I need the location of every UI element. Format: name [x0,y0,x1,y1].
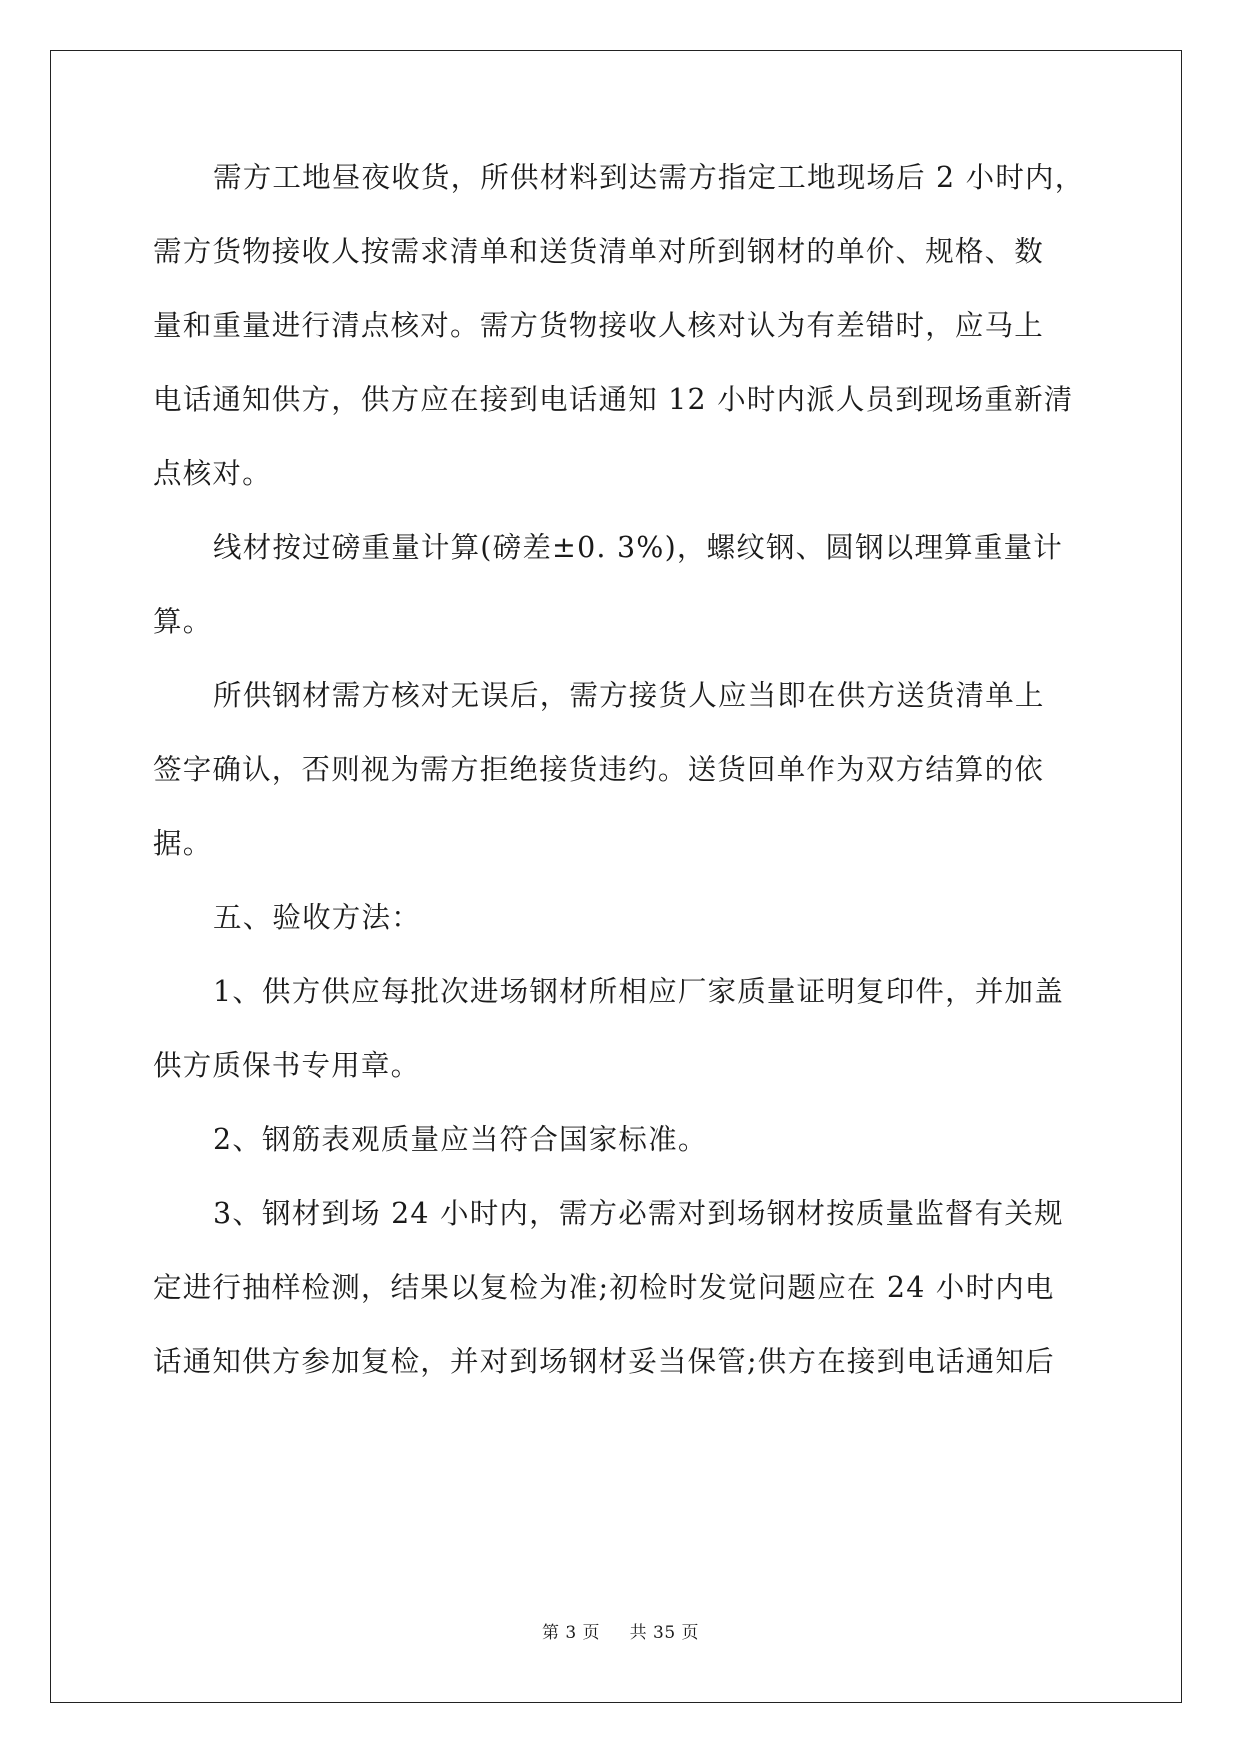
paragraph-line: 需方货物接收人按需求清单和送货清单对所到钢材的单价、规格、数 [153,235,1045,268]
paragraph-line: 1、供方供应每批次进场钢材所相应厂家质量证明复印件，并加盖 [213,975,1064,1008]
paragraph-line: 供方质保书专用章。 [153,1049,421,1082]
paragraph-line: 签字确认，否则视为需方拒绝接货违约。送货回单作为双方结算的依 [153,753,1045,786]
paragraph-line: 据。 [153,827,213,860]
paragraph-line: 所供钢材需方核对无误后，需方接货人应当即在供方送货清单上 [213,679,1045,712]
page-border [50,50,1182,1703]
total-pages: 共 35 页 [629,1623,700,1643]
paragraph-line: 话通知供方参加复检，并对到场钢材妥当保管;供方在接到电话通知后 [153,1345,1055,1378]
section-heading: 五、验收方法： [213,901,421,934]
page-footer [0,1618,1241,1643]
paragraph-line: 需方工地昼夜收货，所供材料到达需方指定工地现场后 2 小时内， [213,161,1085,194]
paragraph-line: 定进行抽样检测，结果以复检为准;初检时发觉问题应在 24 小时内电 [153,1271,1055,1304]
paragraph-line: 点核对。 [153,457,272,490]
paragraph-line: 线材按过磅重量计算(磅差±0. 3%)，螺纹钢、圆钢以理算重量计 [213,531,1063,564]
paragraph-line: 算。 [153,605,213,638]
paragraph-line: 电话通知供方，供方应在接到电话通知 12 小时内派人员到现场重新清 [153,383,1074,416]
paragraph-line: 量和重量进行清点核对。需方货物接收人核对认为有差错时，应马上 [153,309,1045,342]
page-number: 第 3 页 [541,1623,601,1643]
paragraph-line: 2、钢筋表观质量应当符合国家标准。 [213,1123,708,1156]
paragraph-line: 3、钢材到场 24 小时内，需方必需对到场钢材按质量监督有关规 [213,1197,1064,1230]
